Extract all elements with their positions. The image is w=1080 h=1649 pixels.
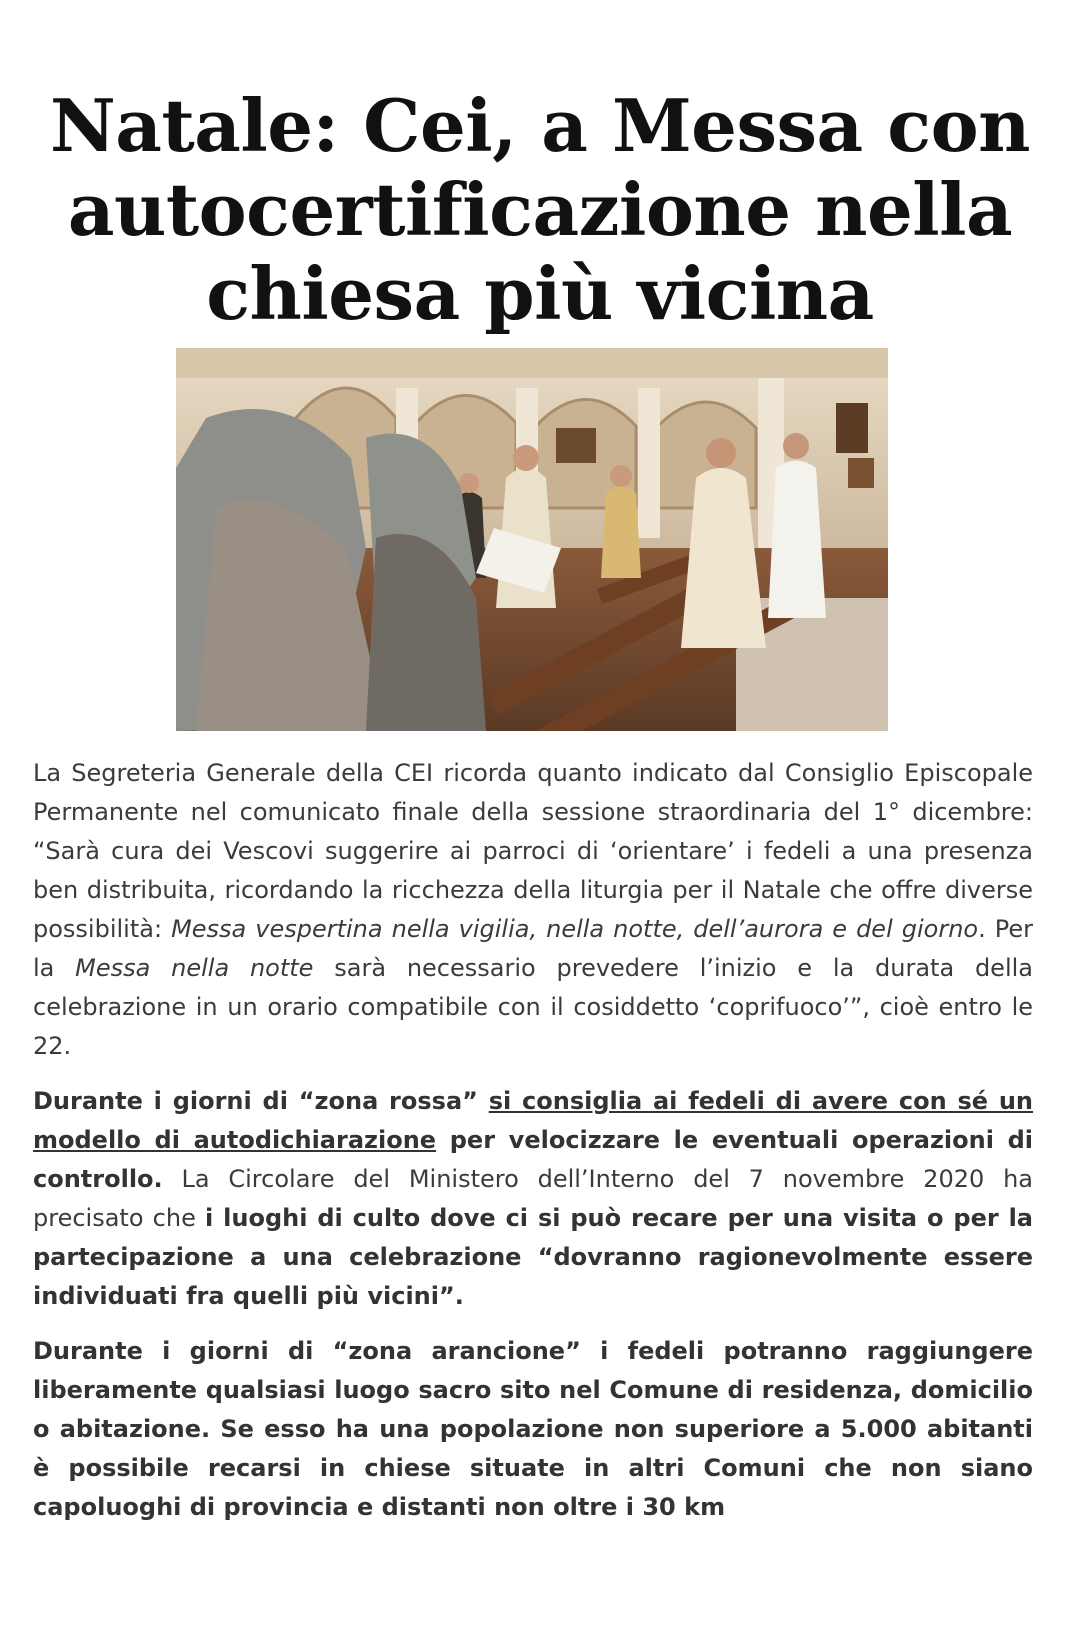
- paragraph-1-italic-a: Messa vespertina nella vigilia, nella notte, dell’aurora e del giorno: [171, 915, 979, 943]
- paragraph-2-bold-c: i luoghi di culto dove ci si può recare per una visita o per la partecipazione a una celebrazione “dovranno ragionevolmente essere individuati fra quelli più vicini”.: [33, 1204, 1034, 1310]
- article-paragraph-2: [33, 1082, 1033, 1316]
- paragraph-2-bold-b: per velocizzare le eventuali operazioni di controllo.: [33, 1126, 1033, 1193]
- article-paragraph-3: Durante i giorni di “zona arancione” i fedeli potranno raggiungere liberamente qualsiasi luogo sacro sito nel Comune di residenza, domicilio o abitazione. Se esso ha una popolazione non superiore a 5.000 abitanti è possibile recarsi in chiese situate in altri Comuni che non siano capoluoghi di provincia e distanti non oltre i 30 km: [33, 1337, 1033, 1521]
- article-headline: Natale: Cei, a Messa con autocertificazione nella chiesa più vicina: [49, 83, 1030, 336]
- paragraph-1-text-a: La Segreteria Generale della CEI ricorda quanto indicato dal Consiglio Episcopale Permanente nel comunicato finale della sessione straordinaria del 1° dicembre: “Sarà cura dei Vescovi suggerire ai parroci di ‘orientare’ i fedeli a una presenza ben distribuita, ricordando la ricchezza della liturgia per il Natale che offre diverse possibilità:: [33, 759, 1033, 943]
- paragraph-1-text-b: . Per la: [33, 915, 1033, 982]
- paragraph-2-bold-a: Durante i giorni di “zona rossa”: [33, 1087, 489, 1115]
- paragraph-2-text: La Circolare del Ministero dell’Interno del 7 novembre 2020 ha precisato che: [33, 1165, 1033, 1232]
- article-body: [33, 754, 1033, 1543]
- paragraph-1-italic-b: Messa nella notte: [75, 954, 314, 982]
- paragraph-2-underlined: si consiglia ai fedeli di avere con sé un modello di autodichiarazione: [33, 1087, 1034, 1154]
- church-mass-illustration: [176, 348, 888, 731]
- article-photo: [176, 348, 888, 731]
- paragraph-1-text-c: sarà necessario prevedere l’inizio e la durata della celebrazione in un orario compatibile con il cosiddetto ‘coprifuoco’”, cioè entro le 22.: [33, 954, 1033, 1060]
- article-paragraph-1: [33, 754, 1033, 1066]
